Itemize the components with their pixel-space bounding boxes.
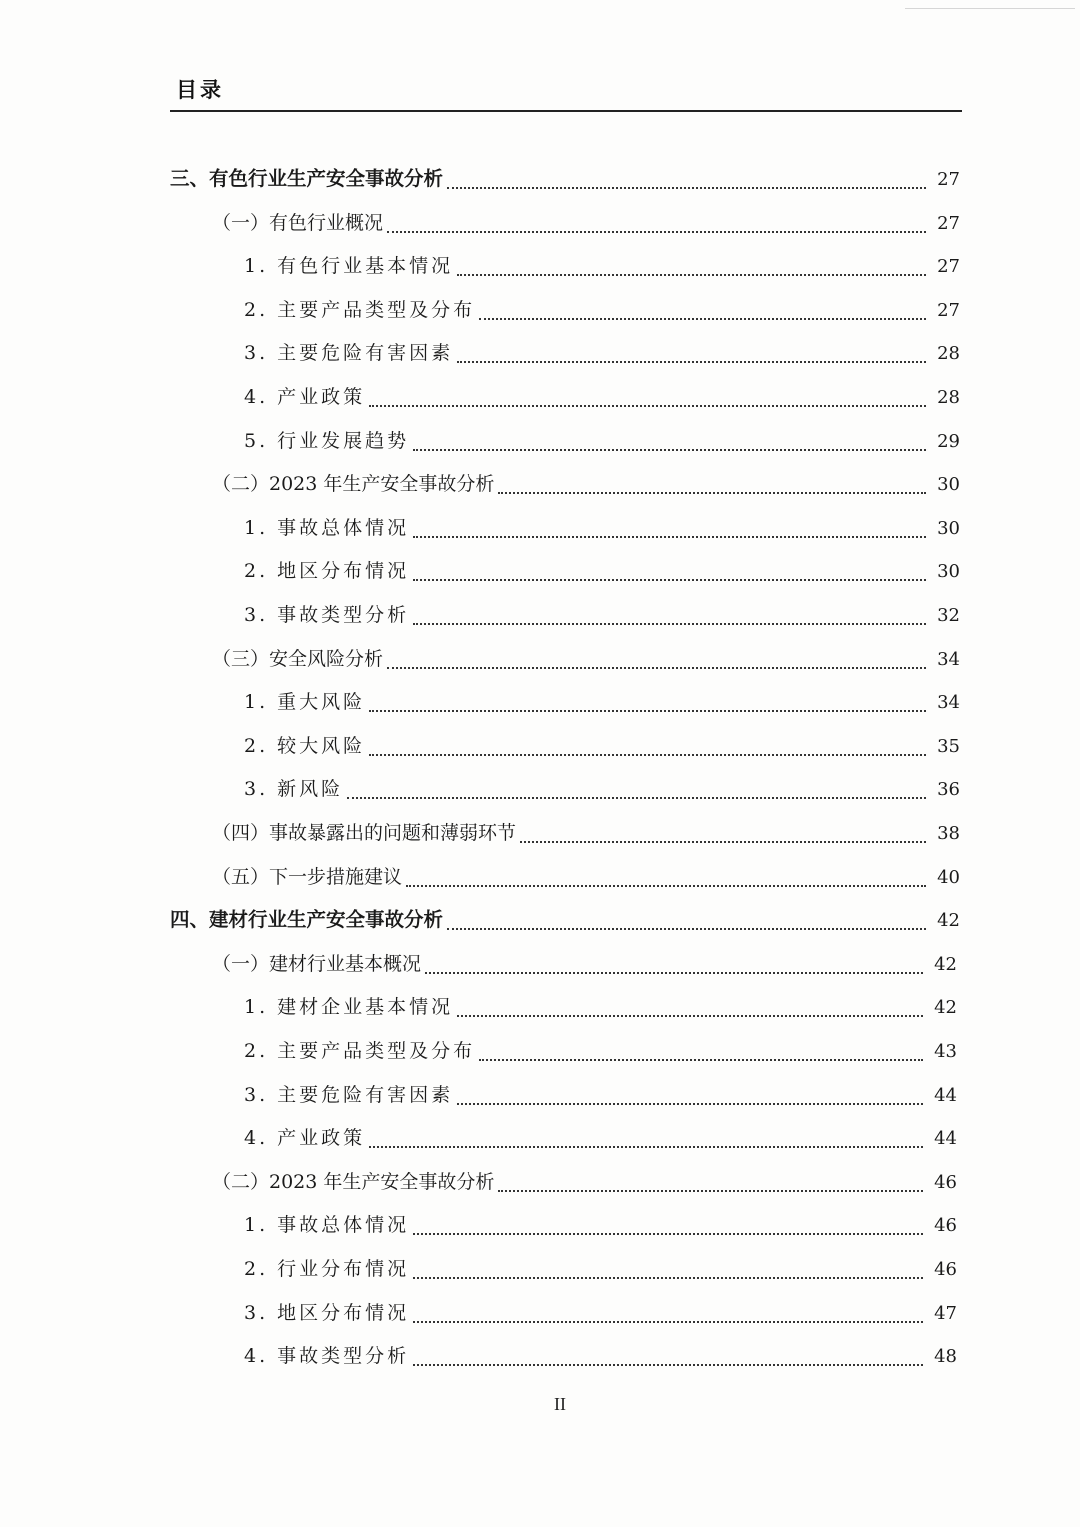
toc-entry-page: 28 bbox=[937, 387, 960, 408]
toc-entry[interactable] bbox=[244, 1341, 957, 1371]
toc-entry[interactable] bbox=[212, 208, 960, 238]
toc-entry[interactable] bbox=[212, 1167, 957, 1197]
toc-entry-label: 四、建材行业生产安全事故分析 bbox=[170, 908, 444, 932]
toc-leader-dots bbox=[479, 1059, 923, 1061]
footer-page-number: II bbox=[554, 1394, 566, 1414]
toc-entry-page: 38 bbox=[937, 823, 960, 844]
toc-leader-dots bbox=[520, 841, 926, 843]
toc-entry-page: 34 bbox=[937, 648, 960, 670]
toc-entry[interactable] bbox=[244, 338, 960, 368]
toc-entry[interactable] bbox=[244, 600, 960, 630]
toc-leader-dots bbox=[425, 972, 923, 974]
toc-entry-page: 32 bbox=[937, 605, 960, 626]
toc-entry-page: 27 bbox=[937, 256, 960, 278]
toc-entry-label: （二）2023 年生产安全事故分析 bbox=[212, 1170, 495, 1193]
toc-entry-label: 1. 事故总体情况 bbox=[244, 516, 410, 539]
toc-leader-dots bbox=[369, 1146, 923, 1148]
toc-entry[interactable] bbox=[244, 1080, 957, 1110]
scan-edge-line bbox=[905, 0, 1075, 9]
toc-entry[interactable] bbox=[244, 513, 960, 543]
toc-leader-dots bbox=[387, 231, 926, 233]
toc-leader-dots bbox=[413, 1321, 923, 1323]
toc-leader-dots bbox=[457, 1015, 923, 1017]
toc-entry[interactable] bbox=[244, 687, 960, 717]
toc-entry-label: 3. 事故类型分析 bbox=[244, 604, 410, 626]
toc-entry-label: 2. 较大风险 bbox=[244, 734, 366, 757]
toc-entry-page: 35 bbox=[937, 735, 960, 757]
toc-entry-label: 4. 事故类型分析 bbox=[244, 1345, 410, 1368]
toc-entry-label: 三、有色行业生产安全事故分析 bbox=[170, 167, 444, 190]
toc-leader-dots bbox=[413, 449, 926, 451]
toc-entry-label: 1. 重大风险 bbox=[244, 691, 366, 714]
toc-entry[interactable] bbox=[244, 426, 960, 456]
toc-entry[interactable] bbox=[212, 949, 957, 979]
toc-entry-page: 42 bbox=[934, 997, 957, 1019]
toc-entry[interactable] bbox=[212, 862, 960, 892]
toc-entry-label: 3. 主要危险有害因素 bbox=[244, 342, 454, 365]
toc-entry[interactable] bbox=[170, 905, 960, 935]
toc-entry-label: 2. 行业分布情况 bbox=[244, 1258, 410, 1280]
toc-leader-dots bbox=[369, 754, 926, 756]
toc-entry-label: 2. 主要产品类型及分布 bbox=[244, 298, 476, 321]
toc-entry-label: 3. 主要危险有害因素 bbox=[244, 1083, 454, 1106]
toc-entry-page: 48 bbox=[934, 1346, 957, 1368]
toc-entry-page: 46 bbox=[934, 1259, 957, 1280]
toc-leader-dots bbox=[369, 405, 926, 407]
toc-entry[interactable] bbox=[244, 1036, 957, 1066]
toc-leader-dots bbox=[457, 274, 926, 276]
toc-entry-label: 1. 事故总体情况 bbox=[244, 1214, 410, 1237]
toc-entry-label: 3. 新风险 bbox=[244, 778, 344, 801]
toc-leader-dots bbox=[457, 1103, 923, 1105]
toc-entry-page: 30 bbox=[937, 517, 960, 539]
toc-entry[interactable] bbox=[244, 382, 960, 412]
header-title: 目录 bbox=[176, 78, 224, 102]
toc-entry[interactable] bbox=[244, 992, 957, 1022]
toc-entry[interactable] bbox=[244, 251, 960, 281]
toc-entry-page: 42 bbox=[934, 953, 957, 975]
toc-leader-dots bbox=[498, 1190, 923, 1192]
toc-entry-label: 1. 建材企业基本情况 bbox=[244, 996, 454, 1019]
toc-leader-dots bbox=[347, 797, 926, 799]
toc-entry-page: 43 bbox=[934, 1041, 957, 1062]
toc-leader-dots bbox=[457, 361, 926, 363]
toc-leader-dots bbox=[498, 492, 926, 494]
toc-leader-dots bbox=[413, 579, 926, 581]
toc-entry-label: （四）事故暴露出的问题和薄弱环节 bbox=[212, 822, 517, 844]
toc-entry-label: （五）下一步措施建议 bbox=[212, 865, 403, 888]
toc-entry-page: 44 bbox=[934, 1128, 957, 1150]
toc-entry[interactable] bbox=[244, 556, 960, 586]
toc-entry-page: 28 bbox=[937, 343, 960, 365]
toc-entry-page: 42 bbox=[937, 910, 960, 932]
toc-entry[interactable] bbox=[244, 295, 960, 325]
toc-leader-dots bbox=[413, 1233, 923, 1235]
toc-entry-page: 30 bbox=[937, 561, 960, 583]
toc-entry[interactable] bbox=[212, 469, 960, 499]
toc-leader-dots bbox=[369, 710, 926, 712]
toc-leader-dots bbox=[406, 885, 926, 887]
toc-entry-label: 5. 行业发展趋势 bbox=[244, 429, 410, 452]
toc-entry-page: 27 bbox=[937, 212, 960, 234]
toc-entry-page: 27 bbox=[937, 169, 960, 190]
toc-leader-dots bbox=[479, 318, 926, 320]
toc-entry-label: 2. 主要产品类型及分布 bbox=[244, 1040, 476, 1062]
toc-entry-label: （一）建材行业基本概况 bbox=[212, 952, 422, 975]
toc-leader-dots bbox=[413, 1277, 923, 1279]
toc-entry-page: 46 bbox=[934, 1215, 957, 1237]
toc-entry-label: 3. 地区分布情况 bbox=[244, 1301, 410, 1324]
toc-entry-page: 29 bbox=[937, 430, 960, 452]
toc-entry-label: 4. 产业政策 bbox=[244, 1127, 366, 1150]
toc-entry-label: 2. 地区分布情况 bbox=[244, 560, 410, 583]
toc-entry-label: 1. 有色行业基本情况 bbox=[244, 255, 454, 278]
toc-leader-dots bbox=[413, 536, 926, 538]
toc-entry-page: 44 bbox=[934, 1084, 957, 1106]
toc-entry[interactable] bbox=[212, 644, 960, 674]
toc-entry[interactable] bbox=[244, 774, 960, 804]
toc-entry-label: （二）2023 年生产安全事故分析 bbox=[212, 473, 495, 496]
toc-entry[interactable] bbox=[244, 1298, 957, 1328]
toc-entry-label: （一）有色行业概况 bbox=[212, 211, 384, 234]
toc-entry[interactable] bbox=[244, 731, 960, 761]
toc-leader-dots bbox=[413, 1364, 923, 1366]
toc-entry-page: 27 bbox=[937, 299, 960, 321]
toc-leader-dots bbox=[447, 187, 926, 189]
toc-entry-page: 36 bbox=[937, 779, 960, 801]
toc-entry[interactable] bbox=[212, 818, 960, 848]
toc-entry-page: 34 bbox=[937, 692, 960, 714]
toc-entry-page: 47 bbox=[934, 1302, 957, 1324]
toc-entry-label: （三）安全风险分析 bbox=[212, 647, 384, 670]
toc-entry[interactable] bbox=[244, 1210, 957, 1240]
toc-entry[interactable] bbox=[244, 1123, 957, 1153]
toc-leader-dots bbox=[387, 667, 926, 669]
toc-leader-dots bbox=[447, 928, 926, 930]
toc-entry[interactable] bbox=[170, 164, 960, 194]
toc-leader-dots bbox=[413, 623, 926, 625]
toc-entry-page: 46 bbox=[934, 1171, 957, 1193]
toc-entry-label: 4. 产业政策 bbox=[244, 386, 366, 408]
toc-entry-page: 30 bbox=[937, 474, 960, 496]
page-header bbox=[170, 74, 962, 112]
toc-entry-page: 40 bbox=[937, 866, 960, 888]
toc-entry[interactable] bbox=[244, 1254, 957, 1284]
